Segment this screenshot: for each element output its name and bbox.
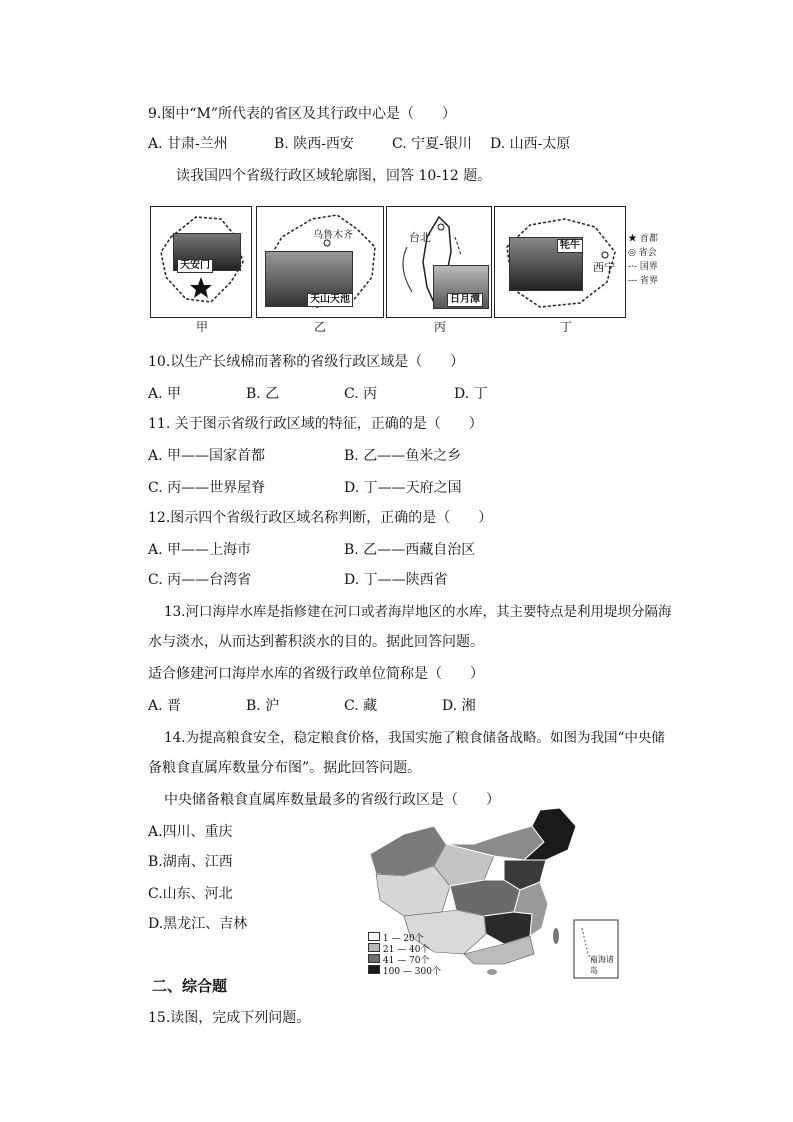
q13-stem: 适合修建河口海岸水库的省级行政单位简称是（ ）	[148, 666, 484, 682]
q14-option-a: A.四川、重庆	[148, 824, 233, 840]
q14-option-b: B.湖南、江西	[148, 854, 233, 870]
label-taipei: 台北	[409, 231, 431, 244]
q14-option-c: C.山东、河北	[148, 886, 233, 902]
q13-option-b: B. 沪	[246, 698, 280, 714]
legend-capital: 首都	[639, 234, 658, 244]
panel-label-ding: 丁	[560, 320, 573, 334]
q12-option-c: C. 丙——台湾省	[148, 572, 252, 588]
taiwan-shape	[553, 928, 559, 944]
q12-option-a: A. 甲——上海市	[148, 542, 252, 558]
q13-option-c: C. 藏	[344, 698, 378, 714]
q9-option-b: B. 陕西-西安	[274, 136, 354, 152]
q13-option-d: D. 湘	[442, 698, 476, 714]
border-line-icon: -·-	[628, 262, 637, 272]
q10-option-d: D. 丁	[454, 386, 488, 402]
q9-option-d: D. 山西-太原	[490, 136, 571, 152]
q14-option-d: D.黑龙江、吉林	[148, 916, 248, 932]
label-urumqi: 乌鲁木齐	[313, 230, 353, 241]
circle-dot-icon: ◎	[628, 248, 636, 258]
province-outline-figure	[148, 202, 672, 338]
q9-option-a: A. 甘肃-兰州	[148, 136, 228, 152]
q11-option-b: B. 乙——鱼米之乡	[344, 448, 462, 464]
tag-yak: 牦牛	[557, 239, 583, 253]
legend-range-2: 21 — 40个	[382, 945, 430, 955]
q10-stem: 10.以生产长绒棉而著称的省级行政区域是（ ）	[148, 354, 465, 370]
q9-stem: 9.图中“M”所代表的省区及其行政中心是（ ）	[148, 106, 457, 122]
panel-label-bing: 丙	[434, 320, 447, 334]
legend-national-border: 国界	[639, 262, 658, 272]
q12-stem: 12.图示四个省级行政区域名称判断，正确的是（ ）	[148, 510, 493, 526]
q14-line1: 14.为提高粮食安全，稳定粮食价格，我国实施了粮食储备战略。如图为我国“中央储	[164, 730, 665, 746]
tag-sun-moon-lake: 日月潭	[447, 293, 483, 307]
legend-row-4	[368, 965, 441, 978]
legend-province-border: 省界	[640, 276, 659, 286]
q11-stem: 11. 关于图示省级行政区域的特征，正确的是（ ）	[148, 416, 483, 432]
inset-label: 南海诸岛	[590, 955, 614, 975]
legend-range-4: 100 — 300个	[382, 967, 441, 977]
q11-option-d: D. 丁——天府之国	[344, 480, 462, 496]
q13-option-a: A. 晋	[148, 698, 182, 714]
q10-option-a: A. 甲	[148, 386, 182, 402]
star-icon: ★	[628, 234, 638, 244]
section-heading: 二、综合题	[152, 977, 228, 995]
intro-10-12: 读我国四个省级行政区域轮廓图，回答 10-12 题。	[176, 168, 492, 184]
tag-tiananmen: 天安门	[177, 259, 213, 273]
panel-jia	[150, 206, 252, 318]
figure1-legend	[628, 234, 672, 314]
legend-provincial-capital: 省会	[638, 248, 657, 258]
q10-option-c: C. 丙	[344, 386, 378, 402]
q9-option-c: C. 宁夏-银川	[392, 136, 472, 152]
panel-label-jia: 甲	[196, 320, 209, 334]
q12-option-d: D. 丁——陕西省	[344, 572, 448, 588]
legend-range-3: 41 — 70个	[382, 956, 430, 966]
panel-label-yi: 乙	[314, 320, 327, 334]
province-line-icon: ---	[628, 276, 638, 286]
q11-option-c: C. 丙——世界屋脊	[148, 480, 266, 496]
q14-stem: 中央储备粮食直属库数量最多的省级行政区是（ ）	[164, 792, 500, 808]
hainan-shape	[487, 969, 497, 975]
legend-range-1: 1 — 20个	[382, 934, 424, 944]
panel-ding	[494, 206, 626, 318]
q15-stem: 15.读图，完成下列问题。	[148, 1010, 311, 1026]
label-xining: 西宁	[593, 261, 615, 274]
tag-tianshan-tianchi: 天山天池	[307, 293, 353, 307]
q10-option-b: B. 乙	[246, 386, 280, 402]
panel-bing	[386, 206, 492, 318]
q12-option-b: B. 乙——西藏自治区	[344, 542, 476, 558]
q14-line2: 备粮食直属库数量分布图”。据此回答问题。	[148, 760, 422, 776]
panel-yi	[256, 206, 384, 318]
q13-line2: 水与淡水，从而达到蓄积淡水的目的。据此回答问题。	[148, 634, 484, 650]
q13-line1: 13.河口海岸水库是指修建在河口或者海岸地区的水库，其主要特点是利用堤坝分隔海	[164, 604, 672, 620]
grain-depot-map	[364, 804, 626, 982]
q11-option-a: A. 甲——国家首都	[148, 448, 266, 464]
